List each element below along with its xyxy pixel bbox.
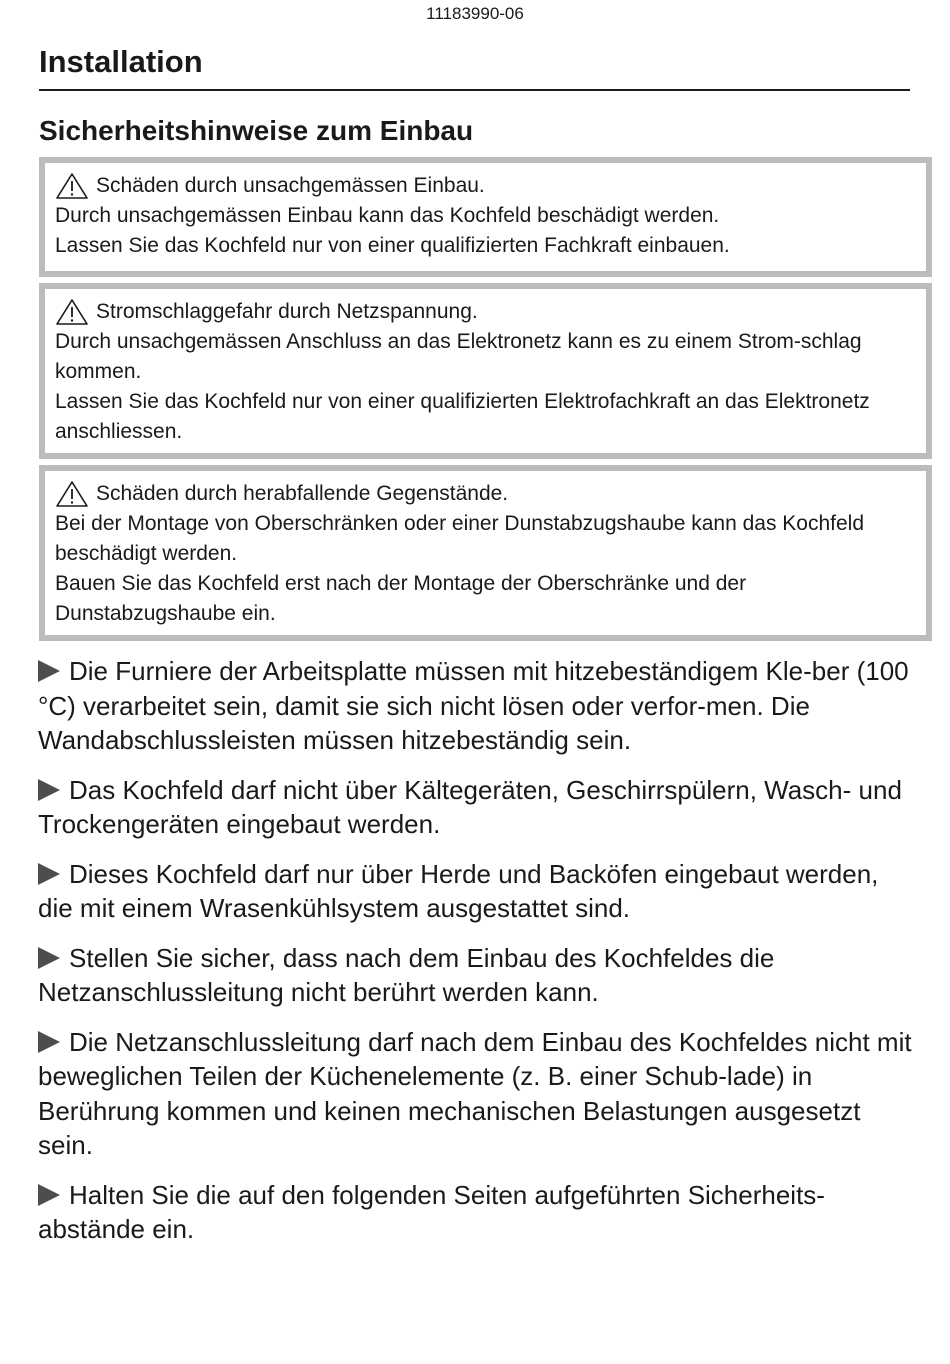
instruction-text: Die Furniere der Arbeitsplatte müssen mit hitzebeständigem Kle-ber (100 °C) verarbeitet sein, damit sie sich nicht lösen oder verfor-men. Die Wandabschlussleisten müssen hitzebeständig sein. xyxy=(38,656,909,755)
bullet-arrow-icon xyxy=(38,947,60,969)
warning-text: Durch unsachgemässen Anschluss an das Elektronetz kann es zu einem Strom-schlag kommen. xyxy=(55,330,862,383)
list-item xyxy=(38,941,918,1010)
list-item xyxy=(38,1025,918,1163)
warning-headline: Schäden durch unsachgemässen Einbau. xyxy=(96,174,485,197)
list-item xyxy=(38,773,918,842)
warning-headline-row xyxy=(55,297,916,327)
bullet-arrow-icon xyxy=(38,1184,60,1206)
page-title: Installation xyxy=(39,44,203,79)
title-divider xyxy=(39,89,910,91)
warning-headline-row xyxy=(55,479,916,509)
warning-headline-row xyxy=(55,171,916,201)
warning-text: Bauen Sie das Kochfeld erst nach der Montage der Oberschränke und der Dunstabzugshaube ein. xyxy=(55,572,747,625)
section-title: Sicherheitshinweise zum Einbau xyxy=(39,115,474,146)
warning-box-electric-shock xyxy=(39,283,932,459)
warning-headline: Schäden durch herabfallende Gegenstände. xyxy=(96,482,509,505)
warning-box-falling-objects xyxy=(39,465,932,641)
instruction-text: Dieses Kochfeld darf nur über Herde und Backöfen eingebaut werden, die mit einem Wrasenkühlsystem ausgestattet sind. xyxy=(38,858,879,923)
instruction-text: Halten Sie die auf den folgenden Seiten aufgeführten Sicherheits-abstände ein. xyxy=(38,1179,825,1244)
warning-box-installation-damage xyxy=(39,157,932,277)
warning-triangle-icon xyxy=(55,298,89,326)
bullet-arrow-icon xyxy=(38,1031,60,1053)
list-item xyxy=(38,857,918,926)
warning-text: Bei der Montage von Oberschränken oder einer Dunstabzugshaube kann das Kochfeld beschädigt werden. xyxy=(55,512,865,565)
list-item xyxy=(38,1178,918,1247)
bullet-arrow-icon xyxy=(38,863,60,885)
document-number: 11183990-06 xyxy=(426,4,524,23)
list-item xyxy=(38,654,918,758)
instruction-list xyxy=(38,654,918,1262)
instruction-text: Die Netzanschlussleitung darf nach dem Einbau des Kochfeldes nicht mit beweglichen Teilen der Küchenelemente (z. B. einer Schub-lade) in Berührung kommen und keinen mechanischen Belastungen ausgesetzt sein. xyxy=(38,1026,912,1160)
warning-triangle-icon xyxy=(55,172,89,200)
bullet-arrow-icon xyxy=(38,779,60,801)
warning-text: Lassen Sie das Kochfeld nur von einer qualifizierten Fachkraft einbauen. xyxy=(55,234,730,257)
bullet-arrow-icon xyxy=(38,660,60,682)
instruction-text: Das Kochfeld darf nicht über Kältegeräten, Geschirrspülern, Wasch- und Trockengeräten eingebaut werden. xyxy=(38,774,902,839)
warning-headline: Stromschlaggefahr durch Netzspannung. xyxy=(96,300,478,323)
warning-text: Lassen Sie das Kochfeld nur von einer qualifizierten Elektrofachkraft an das Elektronetz anschliessen. xyxy=(55,390,870,443)
instruction-text: Stellen Sie sicher, dass nach dem Einbau des Kochfeldes die Netzanschlussleitung nicht berührt werden kann. xyxy=(38,942,775,1007)
warning-text: Durch unsachgemässen Einbau kann das Kochfeld beschädigt werden. xyxy=(55,204,720,227)
warning-triangle-icon xyxy=(55,480,89,508)
